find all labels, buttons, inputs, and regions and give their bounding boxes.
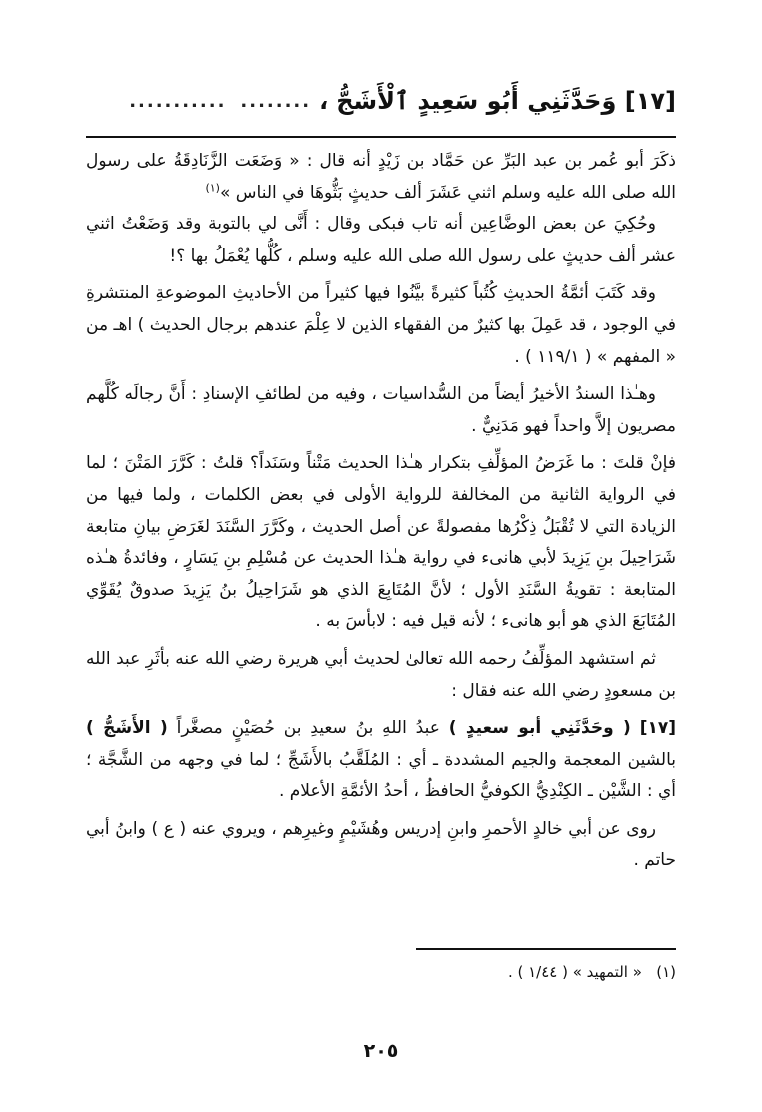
entry-number: [١٧] [639,718,677,739]
paragraph-6: ثم استشهد المؤلِّفُ رحمه الله تعالىٰ لحديث أبي هريرة رضي الله عنه بأثَرِ عبد الله بن مسعودٍ رضي الله عنه فقال : [86,648,676,701]
entry-quote: ( وحَدَّثَنِي أبو سعيدٍ ) [448,718,631,739]
footnote-rule [416,948,676,950]
section-header [86,84,676,118]
paragraph-4: وهـٰذا السندُ الأخيرُ أيضاً من السُّداسيات ، وفيه من لطائفِ الإسنادِ : أَنَّ رجالَه كُلَّهم مصريون إلاَّ واحداً فهو مَدَنِيٌّ . [86,384,676,436]
paragraph-7: [١٧] ( وحَدَّثَنِي أبو سعيدٍ ) عبدُ اللهِ بنُ سعيدِ بن حُصَيْنٍ مصغَّراً ( الأَشَجُّ ) بالشين المعجمة والجيم المشددة ـ أي : المُلَقَّبُ بالأَشَجِّ ؛ لما في وجهه من الشَّجَّة ؛ أي : الشَّيْن ـ الكِنْدِيُّ الكوفيُّ الحافظُ ، أحدُ الأئمَّةِ الأعلام . [86,718,677,802]
footnote-text: « التمهيد » ( ١/٤٤ ) . [507,963,642,981]
footnote-ref: (١) [205,180,220,194]
header-dots-left: ........... [129,90,227,112]
paragraph-5: فإنْ قلتَ : ما غَرَضُ المؤلِّفِ بتكرار هـٰذا الحديث مَتْناً وسَنَداً؟ قلتُ : كَرَّرَ المَتْنَ ؛ لما في الرواية الثانية من المخالفة للرواية الأولى في بعض الكلمات ، ولما فيها من الزيادة التي لا تُقْبَلُ ذِكْرُها مفصولةً عن أصل الحديث ، وكَرَّرَ السَّنَدَ لغَرَضِ بيانِ متابعة شَرَاحِيلَ بنِ يَزِيدَ لأبي هانىء في رواية هـٰذا الحديث عن مُسْلِمِ بنِ يَسَارٍ ، وفائدةُ هـٰذه المتابعة : تقويةُ السَّنَدِ الأول ؛ لأنَّ المُتَابِعَ الذي هو شَرَاحِيلُ بنُ يَزِيدَ صدوقٌ يُقَوِّي المُتَابَعَ الذي هو أبو هانىء ؛ لأنه قيل فيه : لابأسَ به . [86,453,676,632]
paragraph-2: وحُكِيَ عن بعض الوضَّاعِين أنه تاب فبكى وقال : أَنَّى لي بالتوبة وقد وَضَعْتُ اثني عشر ألف حديثٍ على رسول الله صلى الله عليه وسلم ، كُلُّها يُعْمَلُ بها ؟! [86,214,676,266]
paragraph-8: روى عن أبي خالدٍ الأحمرِ وابنِ إدريس وهُشَيْمٍ وغيرِهم ، ويروي عنه ( ع ) وابنُ أبي حاتم . [86,818,676,871]
page-number: ٢٠٥ [363,1040,399,1062]
header-number: [١٧] [624,87,676,115]
header-dots-right: ........ [240,90,312,112]
header-separator: ، [319,87,329,115]
paragraph-1: ذكَرَ أبو عُمر بن عبد البَرِّ عن حَمَّاد بن زَيْدٍ أنه قال : « وَضَعَت الزَّنَادِقَةُ على رسول الله صلى الله عليه وسلم اثني عَشَرَ ألف حديثٍ بَثُّوهَا في الناس »$^{(١)}$ [86,151,676,203]
paragraph-3: وقد كَتَبَ أئمَّةُ الحديثِ كُتُباً كثيرةً بيَّنُوا فيها كثيراً من الأحاديثِ الموضوعةِ المنتشرةِ في الوجود ، قد عَمِلَ بها كثيرٌ من الفقهاء الذين لا عِلْمَ عندهم برجال الحديث ) اهـ من « المفهم » ( ١١٩/١ ) . [86,283,676,367]
footnote-marker: (١) [656,963,676,981]
body-text [86,146,676,883]
header-title: وَحَدَّثَنِي أَبُو سَعِيدٍ ٱلْأَشَجُّ [336,87,617,115]
header-rule [86,136,676,138]
entry-laqab: ( الأَشَجُّ ) [86,718,168,739]
footnote [86,960,676,984]
